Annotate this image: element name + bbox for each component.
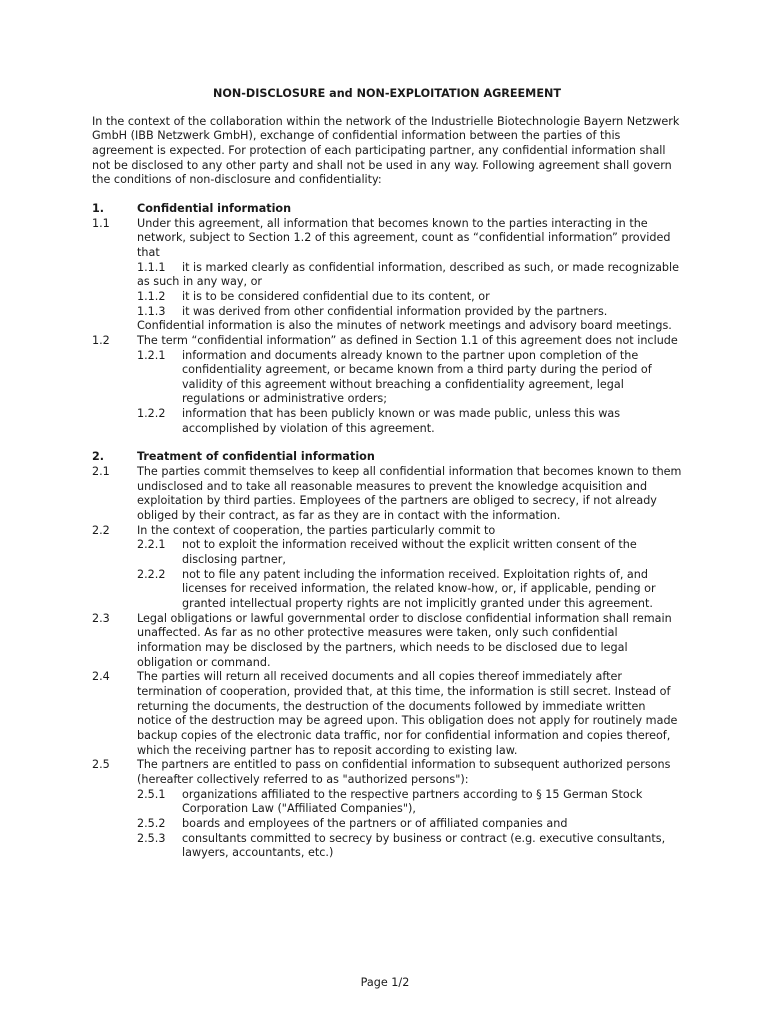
subitem-number: 1.2.1: [137, 348, 166, 362]
subitem-number: 2.2.2: [137, 567, 166, 581]
clause-text: The partners are entitled to pass on confidential information to subsequent authorized persons (hereafter collectively referred to as "authorized persons"):: [137, 758, 671, 786]
clause-body: [137, 465, 682, 524]
clause-subitem: [137, 538, 682, 567]
clause-number: 2.1: [92, 465, 110, 479]
subitem-text: it is to be considered confidential due to its content, or: [182, 289, 490, 303]
section-title: Treatment of confidential information: [137, 450, 375, 464]
subitem-text: not to exploit the information received without the explicit written consent of the disclosing partner,: [182, 538, 637, 567]
clause-subitem: [137, 261, 682, 290]
clause-subitem: [137, 407, 682, 436]
subitem-number: 2.5.2: [137, 816, 166, 830]
document-title: NON-DISCLOSURE and NON-EXPLOITATION AGREEMENT: [213, 87, 561, 100]
subitem-number: 2.2.1: [137, 538, 166, 552]
clause-number: 1.1: [92, 216, 110, 230]
clause-text: The parties will return all received documents and all copies thereof immediately after termination of cooperation, provided that, at this time, the information is still secret. Instead of returning the documents, the destruction of the documents followed by immediate written notice of the destruction may be agreed upon. This obligation does not apply for routinely made backup copies of the electronic data traffic, nor for confidential information and copies thereof, which the receiving partner has to reposit according to existing law.: [137, 670, 678, 757]
clause-body: [137, 334, 682, 437]
clause-subitem: [137, 349, 682, 408]
clause: [92, 758, 682, 861]
subitem-text: it is marked clearly as confidential information, described as such, or made recognizable as such in any way, or: [137, 260, 680, 289]
section-number: 2.: [92, 450, 105, 464]
clause-subitem: [137, 290, 682, 305]
clause-subitem: [137, 832, 682, 861]
clause-number: 2.4: [92, 670, 110, 684]
subitem-number: 1.1.3: [137, 304, 166, 318]
subitem-text: organizations affiliated to the respective partners according to § 15 German Stock Corporation Law ("Affiliated Companies"),: [182, 787, 643, 816]
page-footer: Page 1/2: [360, 976, 410, 989]
section-heading: [92, 202, 682, 217]
clause: [92, 334, 682, 437]
clause-text: In the context of cooperation, the parties particularly commit to: [137, 523, 496, 537]
subitem-text: information and documents already known to the partner upon completion of the confidentiality agreement, or became known from a third party during the period of validity of this agreement without breaching a confidentiality agreement, legal regulations or administrative orders;: [182, 348, 652, 406]
clause-subitem: [137, 568, 682, 612]
clause-body: [137, 670, 682, 758]
clause-text: The term “confidential information” as defined in Section 1.1 of this agreement does not include: [137, 333, 678, 347]
clause: [92, 465, 682, 524]
clause: [92, 217, 682, 334]
clause-text: Legal obligations or lawful governmental order to disclose confidential information shall remain unaffected. As far as no other protective measures were taken, only such confidential information may be disclosed by the partners, which needs to be disclosed due to legal obligation or command.: [137, 611, 672, 669]
clause-body: [137, 612, 682, 671]
subitem-number: 1.2.2: [137, 407, 166, 421]
clause: [92, 612, 682, 671]
clause-subitem: [137, 788, 682, 817]
subitem-text: boards and employees of the partners or of affiliated companies and: [182, 816, 568, 830]
subitem-number: 1.1.2: [137, 289, 166, 303]
clause-body: [137, 217, 682, 334]
clause-text: The parties commit themselves to keep all confidential information that becomes known to them undisclosed and to take all reasonable measures to prevent the knowledge acquisition and exploitation by third parties. Employees of the partners are obliged to secrecy, if not already obliged by their contract, as far as they are in contact with the information.: [137, 465, 682, 523]
clause: [92, 524, 682, 612]
clause: [92, 670, 682, 758]
section: [92, 202, 682, 437]
intro-paragraph: In the context of the collaboration within the network of the Industrielle Biotechnologie Bayern Netzwerk GmbH (IBB Netzwerk GmbH), exchange of confidential information between the parties of this agreement is expected. For protection of each participating partner, any confidential information shall not be disclosed to any other party and shall not be used in any way. Following agreement shall govern the conditions of non-disclosure and confidentiality:: [92, 114, 680, 187]
section: [92, 450, 682, 860]
clause-subitem: [137, 305, 682, 320]
subitem-text: consultants committed to secrecy by business or contract (e.g. executive consultants, lawyers, accountants, etc.): [182, 831, 666, 860]
clause-note: Confidential information is also the minutes of network meetings and advisory board meetings.: [137, 319, 672, 333]
subitem-text: it was derived from other confidential information provided by the partners.: [182, 304, 608, 318]
section-number: 1.: [92, 201, 105, 215]
document-content: [92, 87, 682, 875]
clause-number: 2.5: [92, 758, 110, 772]
clause-number: 1.2: [92, 333, 110, 347]
subitem-number: 2.5.1: [137, 787, 166, 801]
clause-number: 2.3: [92, 611, 110, 625]
subitem-text: not to file any patent including the information received. Exploitation rights of, and licenses for received information, the related know-how, or, if applicable, pending or granted intellectual property rights are not implicitly granted under this agreement.: [182, 567, 656, 610]
clause-text: Under this agreement, all information that becomes known to the parties interacting in the network, subject to Section 1.2 of this agreement, count as “confidential information” provided that: [137, 216, 671, 259]
clause-number: 2.2: [92, 523, 110, 537]
section-title: Confidential information: [137, 201, 292, 215]
sections-container: [92, 202, 682, 861]
subitem-number: 1.1.1: [137, 260, 166, 274]
subitem-text: information that has been publicly known or was made public, unless this was accomplished by violation of this agreement.: [182, 407, 621, 435]
clause-body: [137, 524, 682, 612]
subitem-number: 2.5.3: [137, 831, 166, 845]
clause-subitem: [137, 817, 682, 832]
section-heading: [92, 450, 682, 465]
clause-body: [137, 758, 682, 861]
